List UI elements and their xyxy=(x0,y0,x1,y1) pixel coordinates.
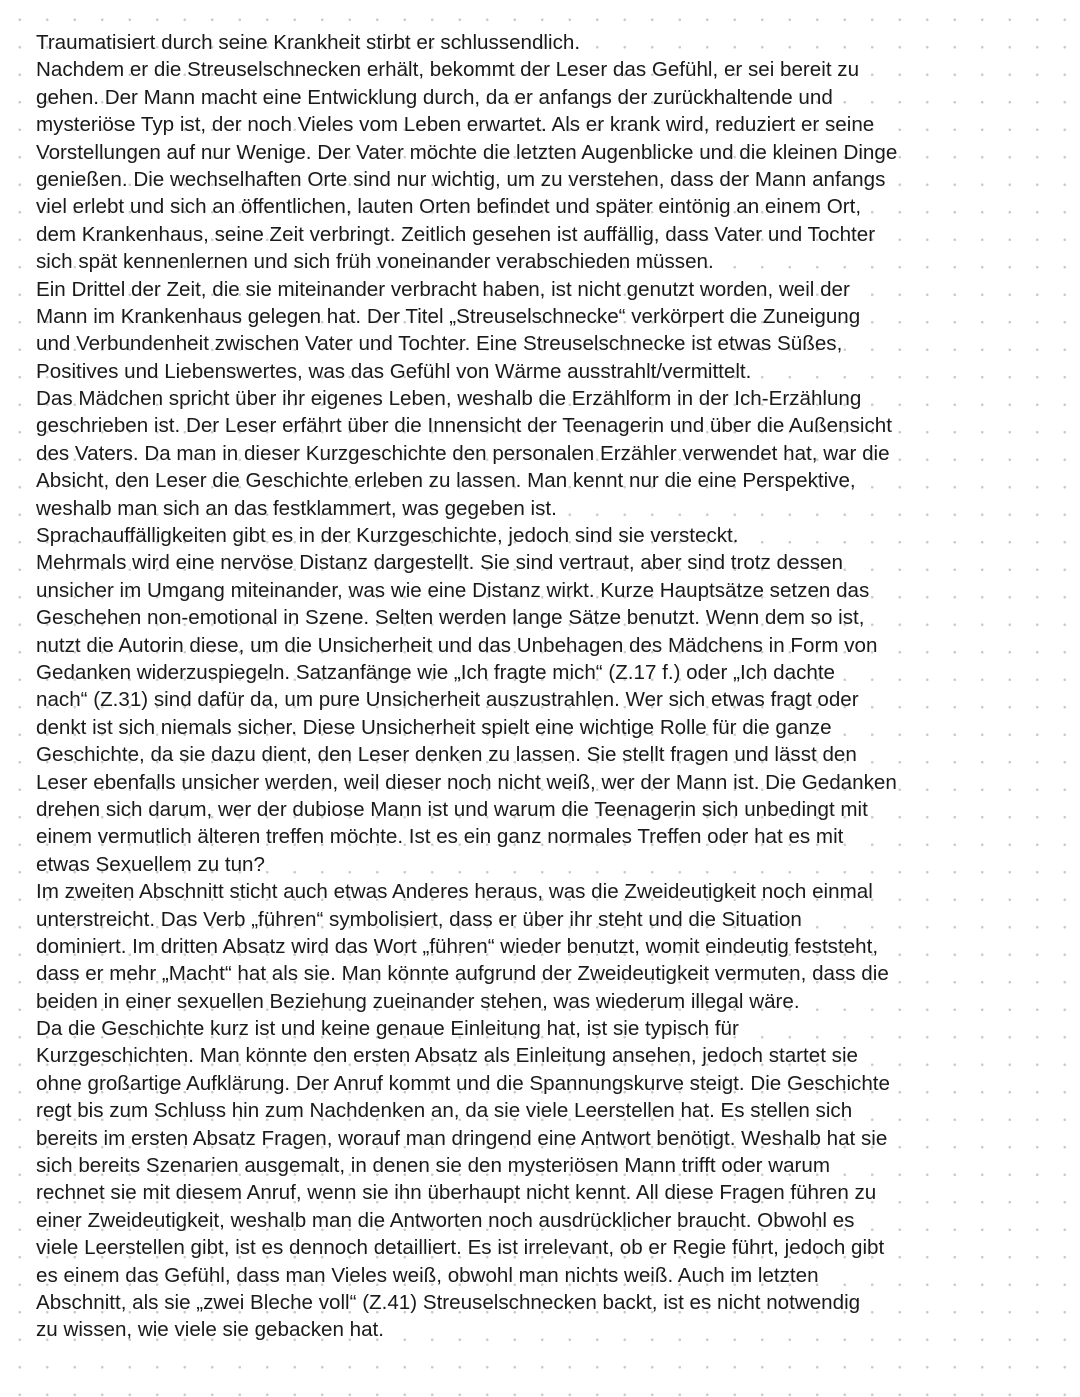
text-line: Geschehen non-emotional in Szene. Selten werden lange Sätze benutzt. Wenn dem so ist, xyxy=(36,606,865,630)
text-line: sich bereits Szenarien ausgemalt, in denen sie den mysteriösen Mann trifft oder warum xyxy=(36,1154,831,1178)
text-line: sich spät kennenlernen und sich früh voneinander verabschieden müssen. xyxy=(36,250,714,274)
text-line: Das Mädchen spricht über ihr eigenes Leben, weshalb die Erzählform in der Ich-Erzählung xyxy=(36,387,862,411)
text-line: des Vaters. Da man in dieser Kurzgeschichte den personalen Erzähler verwendet hat, war die xyxy=(36,441,890,465)
text-line: Nachdem er die Streuselschnecken erhält, bekommt der Leser das Gefühl, er sei bereit zu xyxy=(36,58,860,82)
text-line: Positives und Liebenswertes, was das Gefühl von Wärme ausstrahlt/vermittelt. xyxy=(36,359,752,383)
text-line: drehen sich darum, wer der dubiose Mann ist und warum die Teenagerin sich unbedingt mit xyxy=(36,797,868,821)
text-line: Geschichte, da sie dazu dient, den Leser denken zu lassen. Sie stellt fragen und lässt den xyxy=(36,743,857,767)
text-line: rechnet sie mit diesem Anruf, wenn sie ihn überhaupt nicht kennt. All diese Fragen führen zu xyxy=(36,1181,877,1205)
text-line: ohne großartige Aufklärung. Der Anruf kommt und die Spannungskurve steigt. Die Geschichte xyxy=(36,1071,890,1095)
text-line: Mann im Krankenhaus gelegen hat. Der Titel „Streuselschnecke“ verkörpert die Zuneigung xyxy=(36,304,861,328)
text-line: Absicht, den Leser die Geschichte erleben zu lassen. Man kennt nur die eine Perspektive, xyxy=(36,469,856,493)
text-line: Sprachauffälligkeiten gibt es in der Kurzgeschichte, jedoch sind sie versteckt. xyxy=(36,524,739,548)
text-line: einem vermutlich älteren treffen möchte. Ist es ein ganz normales Treffen oder hat es mit xyxy=(36,825,844,849)
text-line: dominiert. Im dritten Absatz wird das Wort „führen“ wieder benutzt, womit eindeutig feststeht, xyxy=(36,934,879,958)
text-line: regt bis zum Schluss hin zum Nachdenken an, da sie viele Leerstellen hat. Es stellen sich xyxy=(36,1099,853,1123)
text-line: zu wissen, wie viele sie gebacken hat. xyxy=(36,1318,384,1342)
text-line: weshalb man sich an das festklammert, was gegeben ist. xyxy=(36,496,557,520)
text-line: Vorstellungen auf nur Wenige. Der Vater möchte die letzten Augenblicke und die kleinen Dinge xyxy=(36,140,898,164)
text-line: einer Zweideutigkeit, weshalb man die Antworten noch ausdrücklicher braucht. Obwohl es xyxy=(36,1208,855,1232)
text-line: nutzt die Autorin diese, um die Unsicherheit und das Unbehagen des Mädchens in Form von xyxy=(36,633,878,657)
text-line: viele Leerstellen gibt, ist es dennoch detailliert. Es ist irrelevant, ob er Regie führt, jedoch gibt xyxy=(36,1236,885,1260)
text-line: beiden in einer sexuellen Beziehung zueinander stehen, was wiederum illegal wäre. xyxy=(36,989,800,1013)
text-line: Traumatisiert durch seine Krankheit stirbt er schlussendlich. xyxy=(36,31,581,54)
text-line: genießen. Die wechselhaften Orte sind nur wichtig, um zu verstehen, dass der Mann anfangs xyxy=(36,167,886,191)
text-line: geschrieben ist. Der Leser erfährt über die Innensicht der Teenagerin und über die Außensicht xyxy=(36,414,892,438)
text-line: dem Krankenhaus, seine Zeit verbringt. Zeitlich gesehen ist auffällig, dass Vater und Tochter xyxy=(36,222,876,246)
text-line: und Verbundenheit zwischen Vater und Tochter. Eine Streuselschnecke ist etwas Süßes, xyxy=(36,332,843,356)
essay-text xyxy=(36,29,1036,1344)
text-line: etwas Sexuellem zu tun? xyxy=(36,852,265,876)
text-line: unsicher im Umgang miteinander, was wie eine Distanz wirkt. Kurze Hauptsätze setzen das xyxy=(36,578,870,602)
text-line: es einem das Gefühl, dass man Vieles weiß, obwohl man nichts weiß. Auch im letzten xyxy=(36,1263,819,1287)
text-line: nach“ (Z.31) sind dafür da, um pure Unsicherheit auszustrahlen. Wer sich etwas fragt oder xyxy=(36,688,859,712)
text-line: Abschnitt, als sie „zwei Bleche voll“ (Z.41) Streuselschnecken backt, ist es nicht notwendig xyxy=(36,1290,861,1314)
text-line: Ein Drittel der Zeit, die sie miteinander verbracht haben, ist nicht genutzt worden, weil der xyxy=(36,277,850,301)
text-line: dass er mehr „Macht“ hat als sie. Man könnte aufgrund der Zweideutigkeit vermuten, dass die xyxy=(36,962,889,986)
text-line: mysteriöse Typ ist, der noch Vieles vom Leben erwartet. Als er krank wird, reduziert er seine xyxy=(36,113,875,137)
text-line: Im zweiten Abschnitt sticht auch etwas Anderes heraus, was die Zweideutigkeit noch einmal xyxy=(36,880,873,904)
text-line: Kurzgeschichten. Man könnte den ersten Absatz als Einleitung ansehen, jedoch startet sie xyxy=(36,1044,858,1068)
text-line: Leser ebenfalls unsicher werden, weil dieser noch nicht weiß, wer der Mann ist. Die Gedanken xyxy=(36,770,897,794)
text-line: viel erlebt und sich an öffentlichen, lauten Orten befindet und später eintönig an einem Ort, xyxy=(36,195,862,219)
text-line: Da die Geschichte kurz ist und keine genaue Einleitung hat, ist sie typisch für xyxy=(36,1017,739,1041)
text-line: denkt ist sich niemals sicher. Diese Unsicherheit spielt eine wichtige Rolle für die ganze xyxy=(36,715,832,739)
text-line: unterstreicht. Das Verb „führen“ symbolisiert, dass er über ihr steht und die Situation xyxy=(36,907,802,931)
text-line: gehen. Der Mann macht eine Entwicklung durch, da er anfangs der zurückhaltende und xyxy=(36,85,833,109)
text-line: Gedanken widerzuspiegeln. Satzanfänge wie „Ich fragte mich“ (Z.17 f.) oder „Ich dachte xyxy=(36,660,835,684)
text-line: bereits im ersten Absatz Fragen, worauf man dringend eine Antwort benötigt. Weshalb hat sie xyxy=(36,1126,888,1150)
text-line: Mehrmals wird eine nervöse Distanz dargestellt. Sie sind vertraut, aber sind trotz dessen xyxy=(36,551,843,575)
